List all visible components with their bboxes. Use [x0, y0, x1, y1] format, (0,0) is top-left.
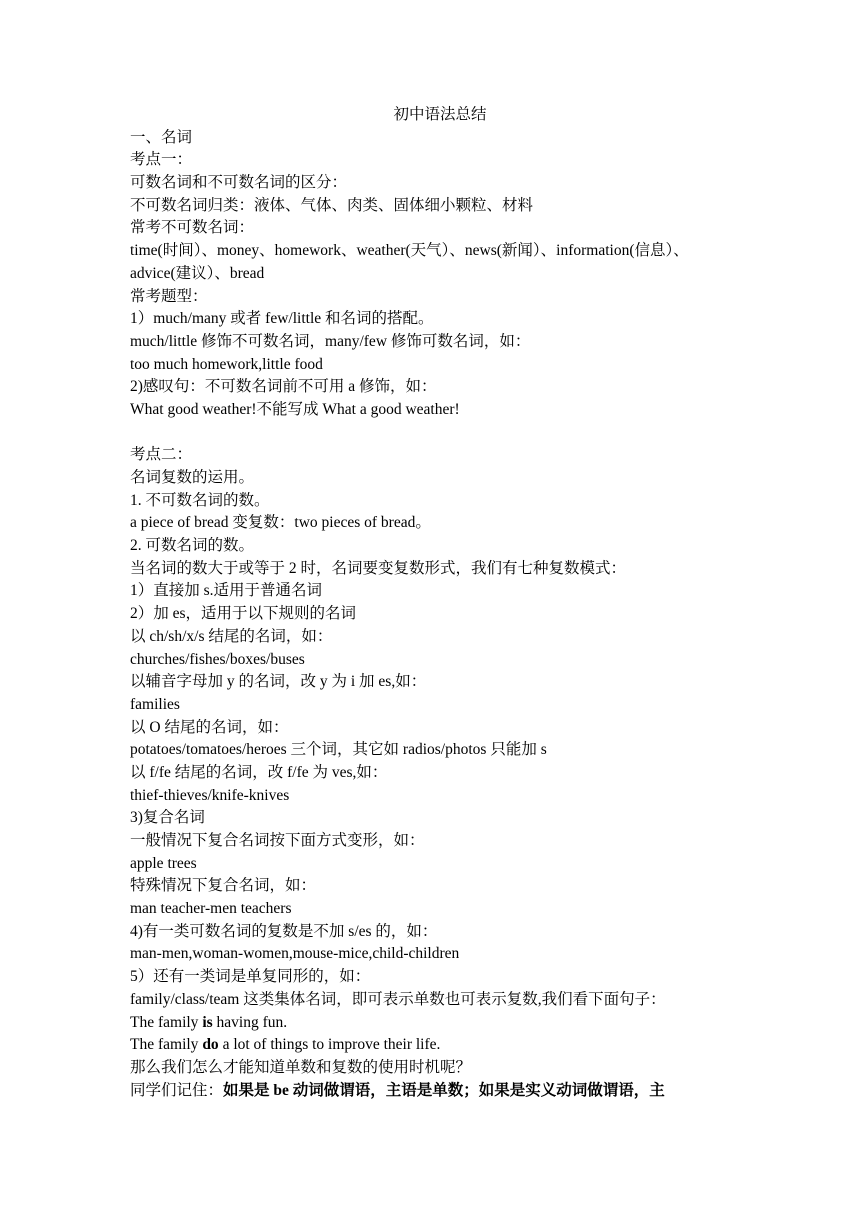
text-line: 3)复合名词 — [130, 809, 205, 827]
text-line: 可数名词和不可数名词的区分： — [130, 174, 348, 192]
rule-prefix: 同学们记住： — [130, 1081, 224, 1099]
text-line: 2)感叹句：不可数名词前不可用 a 修饰，如： — [130, 378, 437, 396]
text-line: families — [130, 695, 180, 713]
text-line: 以 O 结尾的名词，如： — [130, 718, 289, 736]
text-line: 5）还有一类词是单复同形的，如： — [130, 968, 371, 986]
text-line: time(时间）、money、homework、weather(天气）、news(新闻）、information(信息）、 — [130, 242, 689, 260]
text-line: 1）much/many 或者 few/little 和名词的搭配。 — [130, 310, 434, 328]
text-line: 4)有一类可数名词的复数是不加 s/es 的，如： — [130, 922, 438, 940]
text-line: 考点一： — [130, 151, 193, 169]
text-line: thief-thieves/knife-knives — [130, 786, 290, 804]
text-line: a piece of bread 变复数：two pieces of bread。 — [130, 514, 431, 532]
rule-line — [130, 1080, 740, 1103]
text-line: 2. 可数名词的数。 — [130, 537, 255, 555]
text-line: churches/fishes/boxes/buses — [130, 650, 305, 668]
text-line: 不可数名词归类：液体、气体、肉类、固体细小颗粒、材料 — [130, 196, 534, 214]
text-line: 一般情况下复合名词按下面方式变形，如： — [130, 832, 425, 849]
example-sentence-plural — [130, 1034, 740, 1057]
text-line: 特殊情况下复合名词，如： — [130, 877, 317, 895]
example-sentence-singular — [130, 1012, 740, 1035]
text-line: 名词复数的运用。 — [130, 469, 255, 486]
text-line: 以 f/fe 结尾的名词，改 f/fe 为 ves,如： — [130, 763, 388, 781]
text-line: much/little 修饰不可数名词，many/few 修饰可数名词，如： — [130, 332, 531, 350]
sentence-text: a lot of things to improve their life. — [218, 1036, 441, 1054]
document-title: 初中语法总结 — [393, 106, 487, 123]
text-line: 以辅音字母加 y 的名词，改 y 为 i 加 es,如： — [130, 673, 427, 691]
text-line: 一、名词 — [130, 128, 193, 146]
sentence-bold-verb: do — [202, 1036, 219, 1054]
sentence-bold-verb: is — [202, 1013, 213, 1031]
text-line: 以 ch/sh/x/s 结尾的名词，如： — [130, 627, 333, 645]
text-line: family/class/team 这类集体名词，即可表示单数也可表示复数,我们看下面句子： — [130, 990, 666, 1008]
text-line: 考点二： — [130, 446, 193, 464]
document-page — [130, 104, 740, 1102]
text-line: 常考不可数名词： — [130, 219, 255, 237]
document-body — [130, 127, 740, 1012]
question-line: 那么我们怎么才能知道单数和复数的使用时机呢？ — [130, 1058, 472, 1076]
text-line: too much homework,little food — [130, 355, 323, 373]
sentence-text: The family — [130, 1036, 203, 1054]
text-line: advice(建议）、bread — [130, 264, 265, 282]
text-line: potatoes/tomatoes/heroes 三个词，其它如 radios/photos 只能加 s — [130, 741, 547, 759]
text-line: 1. 不可数名词的数。 — [130, 491, 270, 509]
sentence-text: having fun. — [212, 1013, 288, 1031]
text-line: man-men,woman-women,mouse-mice,child-children — [130, 945, 460, 963]
text-line: 当名词的数大于或等于 2 时，名词要变复数形式，我们有七种复数模式： — [130, 559, 627, 577]
text-line: 常考题型： — [130, 287, 208, 305]
text-line: man teacher-men teachers — [130, 900, 292, 918]
rule-bold-text: 如果是 be 动词做谓语，主语是单数；如果是实义动词做谓语，主 — [223, 1081, 665, 1099]
sentence-text: The family — [130, 1013, 203, 1031]
text-line: 1）直接加 s.适用于普通名词 — [130, 582, 323, 600]
text-line: 2）加 es，适用于以下规则的名词 — [130, 605, 357, 623]
text-line: What good weather!不能写成 What a good weather! — [130, 400, 460, 418]
blank-line — [130, 422, 740, 445]
text-line: apple trees — [130, 854, 197, 872]
